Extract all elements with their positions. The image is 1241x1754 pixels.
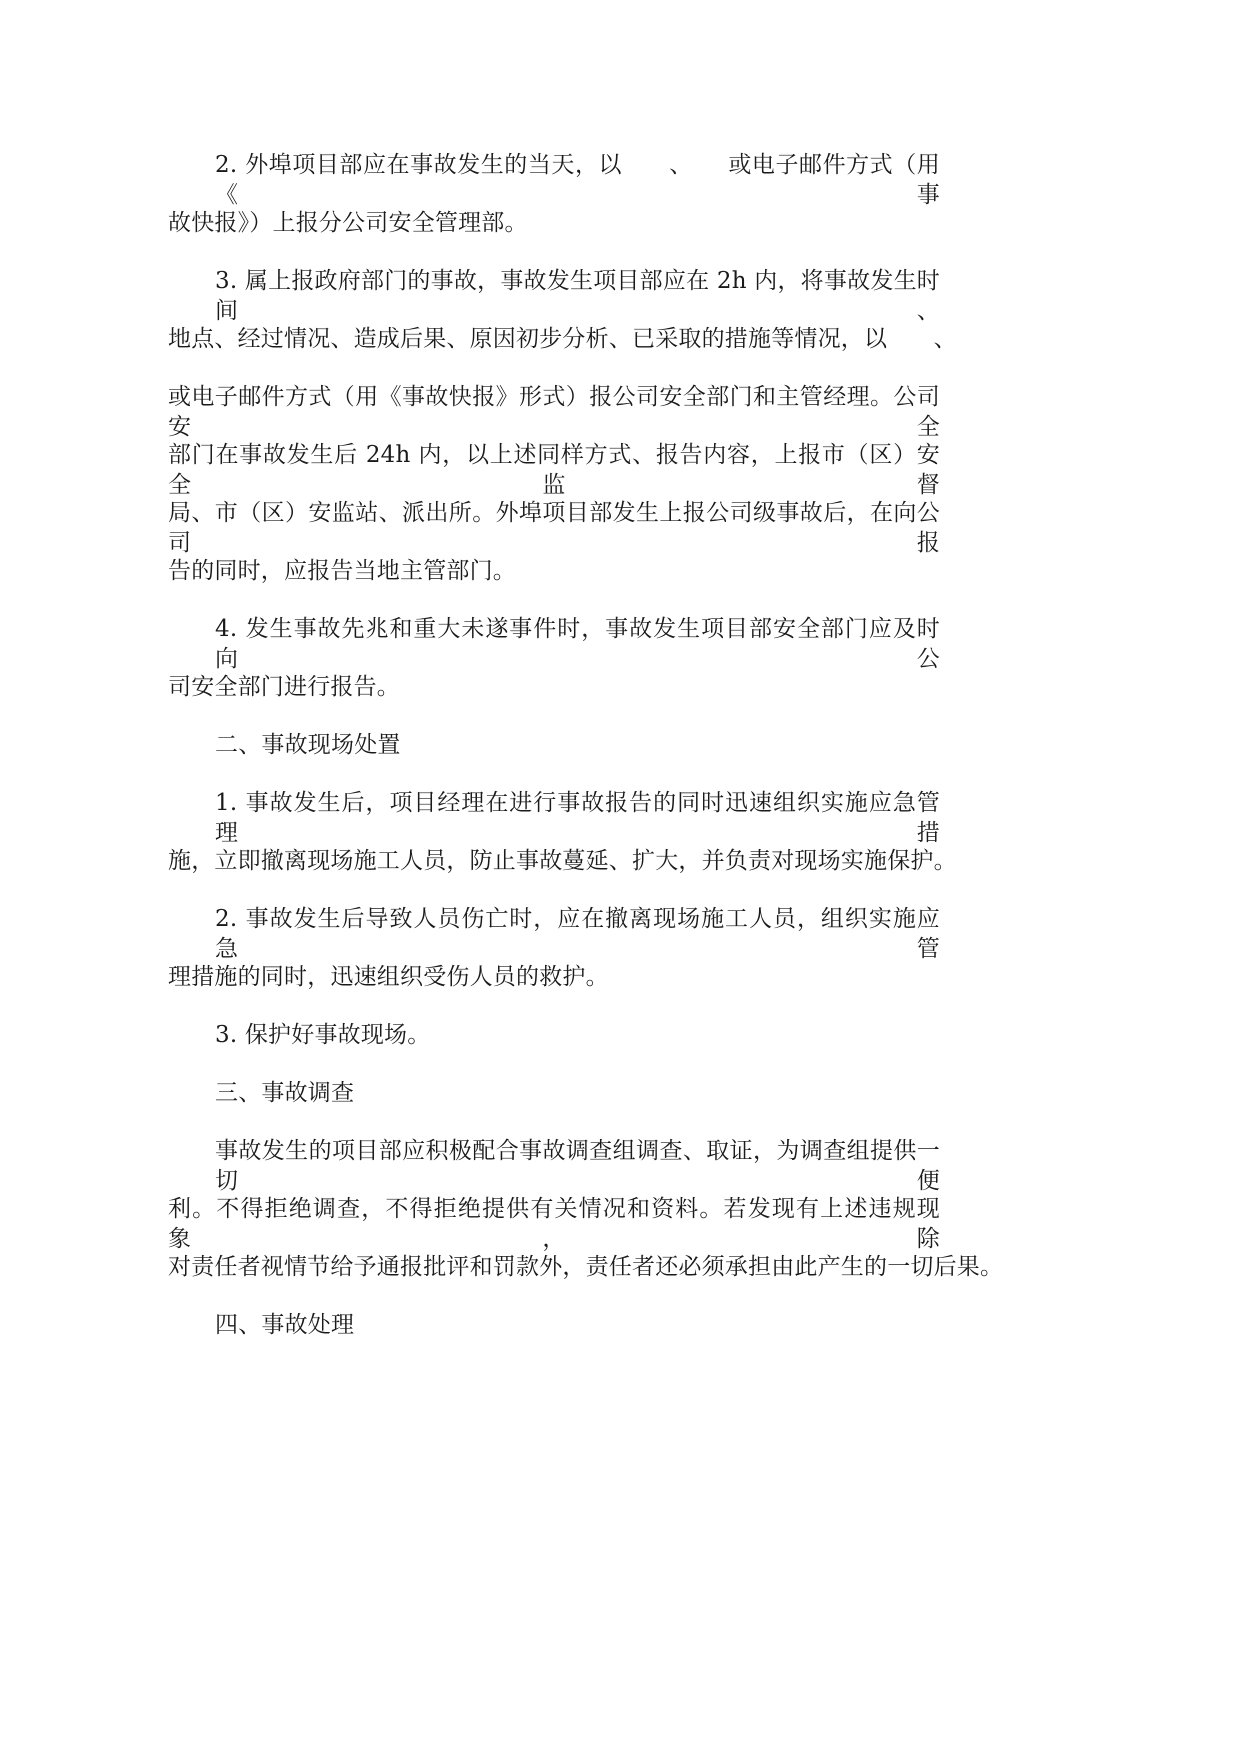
section-heading: 二、事故现场处置: [215, 732, 401, 758]
paragraph-line: 施，立即撤离现场施工人员，防止事故蔓延、扩大，并负责对现场实施保护。: [168, 848, 957, 874]
paragraph-line: 部门在事故发生后 24h 内，以上述同样方式、报告内容，上报市（区）安全监督: [168, 442, 940, 498]
paragraph-line: 利。不得拒绝调查，不得拒绝提供有关情况和资料。若发现有上述违规现象，除: [168, 1196, 940, 1252]
paragraph-line: 3. 属上报政府部门的事故，事故发生项目部应在 2h 内，将事故发生时间、: [215, 268, 940, 324]
paragraph-line: 2. 外埠项目部应在事故发生的当天，以 、 或电子邮件方式（用《事: [215, 152, 940, 208]
paragraph-line: 1. 事故发生后，项目经理在进行事故报告的同时迅速组织实施应急管理措: [215, 790, 940, 846]
paragraph-line: 或电子邮件方式（用《事故快报》形式）报公司安全部门和主管经理。公司安全: [168, 384, 940, 440]
paragraph-line: 司安全部门进行报告。: [168, 674, 400, 700]
paragraph-line: 地点、经过情况、造成后果、原因初步分析、已采取的措施等情况，以 、: [168, 326, 957, 352]
paragraph-line: 3. 保护好事故现场。: [215, 1022, 431, 1048]
paragraph-line: 对责任者视情节给予通报批评和罚款外，责任者还必须承担由此产生的一切后果。: [168, 1254, 1004, 1280]
paragraph-line: 事故发生的项目部应积极配合事故调查组调查、取证，为调查组提供一切便: [215, 1138, 940, 1194]
paragraph-line: 告的同时，应报告当地主管部门。: [168, 558, 516, 584]
paragraph-line: 4. 发生事故先兆和重大未遂事件时，事故发生项目部安全部门应及时向公: [215, 616, 940, 672]
paragraph-line: 2. 事故发生后导致人员伤亡时，应在撤离现场施工人员，组织实施应急管: [215, 906, 940, 962]
section-heading: 三、事故调查: [215, 1080, 355, 1106]
paragraph-line: 故快报》）上报分公司安全管理部。: [168, 210, 528, 236]
paragraph-line: 局、市（区）安监站、派出所。外埠项目部发生上报公司级事故后，在向公司报: [168, 500, 940, 556]
section-heading: 四、事故处理: [215, 1312, 355, 1338]
paragraph-line: 理措施的同时，迅速组织受伤人员的救护。: [168, 964, 609, 990]
